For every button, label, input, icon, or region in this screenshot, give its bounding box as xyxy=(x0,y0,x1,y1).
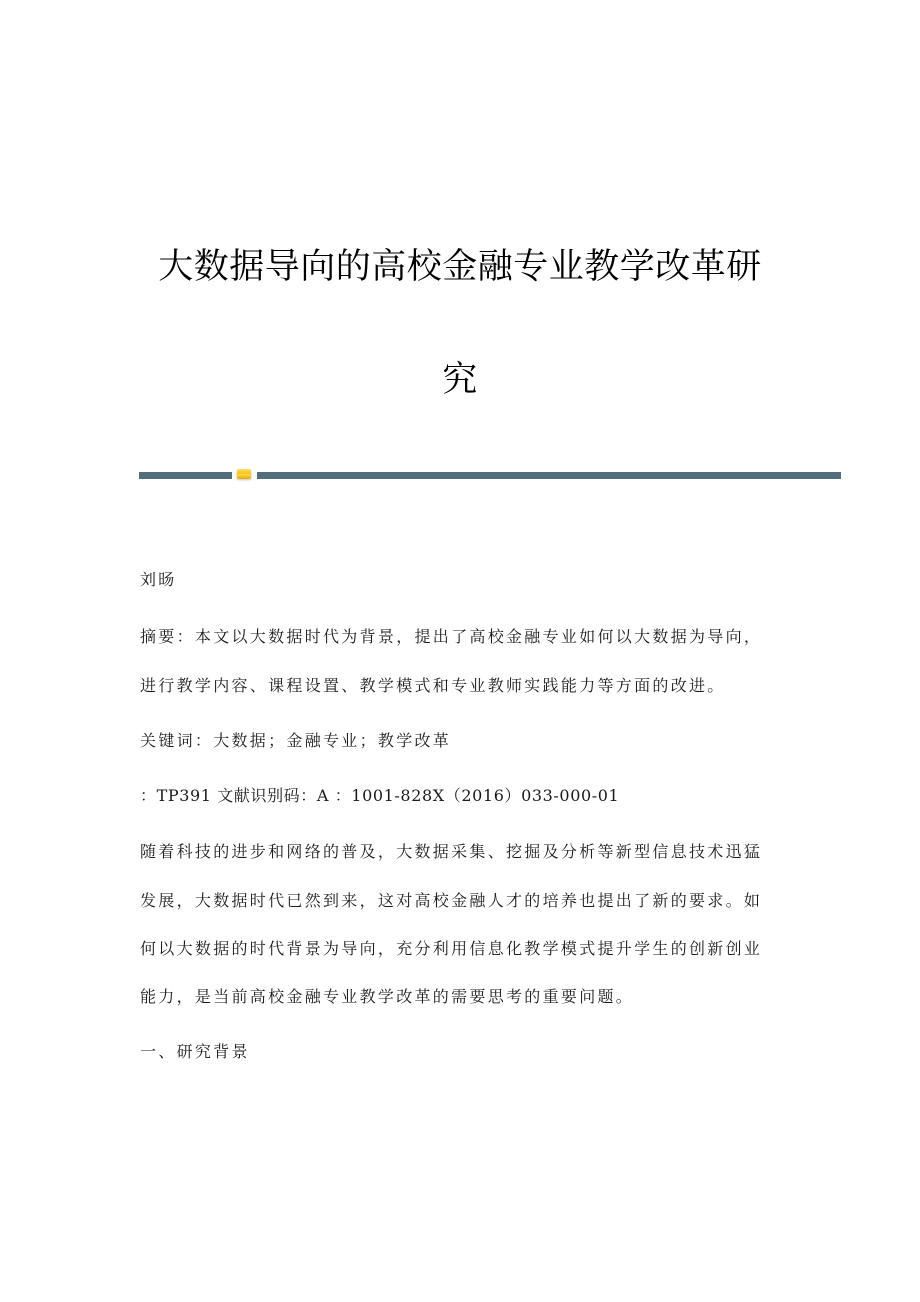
abstract-line-1: 摘要：本文以大数据时代为背景，提出了高校金融专业如何以大数据为导向， xyxy=(140,627,763,646)
body-line-2: 发展，大数据时代已然到来，这对高校金融人才的培养也提出了新的要求。如 xyxy=(140,891,763,910)
abstract-line-2: 进行教学内容、课程设置、教学模式和专业教师实践能力等方面的改进。 xyxy=(140,676,726,695)
body-line-1: 随着科技的进步和网络的普及，大数据采集、挖掘及分析等新型信息技术迅猛 xyxy=(140,842,763,861)
title-line-2: 究 xyxy=(442,360,478,401)
divider-bar-right xyxy=(257,472,841,479)
body-line-4: 能力，是当前高校金融专业教学改革的需要思考的重要问题。 xyxy=(140,987,635,1006)
title-divider xyxy=(139,468,841,480)
title-line-1: 大数据导向的高校金融专业教学改革研 xyxy=(158,247,762,288)
classification-line: ：TP391 文献识别码：A ：1001-828X（2016）033-000-01 xyxy=(140,786,620,805)
author-name: 刘旸 xyxy=(140,570,177,589)
keywords-line: 关键词：大数据；金融专业；教学改革 xyxy=(140,731,452,750)
divider-gold-ornament-icon xyxy=(237,469,251,479)
document-title xyxy=(140,211,780,437)
section-heading: 一、研究背景 xyxy=(140,1042,250,1061)
body-line-3: 何以大数据的时代背景为导向，充分利用信息化教学模式提升学生的创新创业 xyxy=(140,939,763,958)
divider-bar-left xyxy=(139,472,232,479)
